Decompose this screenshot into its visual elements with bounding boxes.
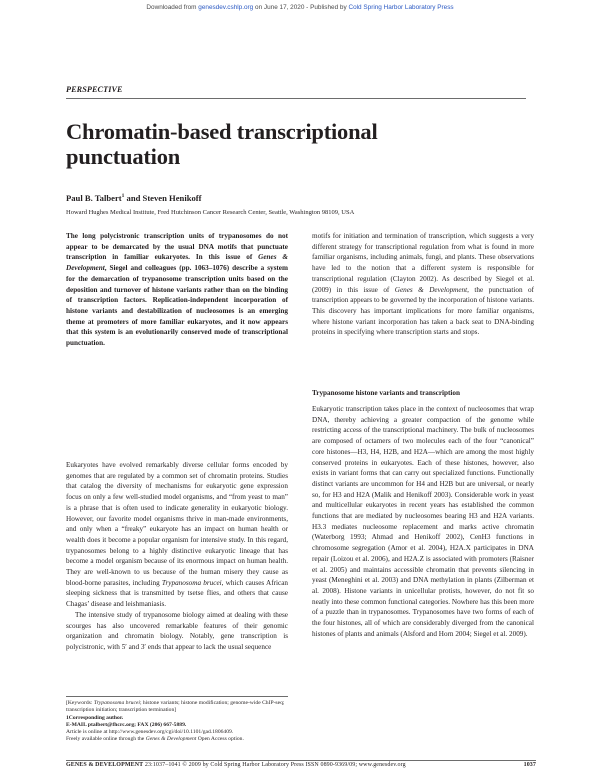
open-access-journal: Genes & Development <box>145 736 197 743</box>
article-online-line[interactable]: Article is online at http://www.genesdev.org/cgi/doi/10.1101/gad.1806409. <box>66 729 234 736</box>
abstract-journal: Genes & Development <box>66 253 288 273</box>
footer-citation: 23:1037–1041 © 2009 by Cold Spring Harbor Laboratory Press ISSN 0890-9369/09; www.genesdev.org <box>143 762 406 768</box>
body-right-top <box>312 231 534 338</box>
open-access-a: Freely available online through the <box>66 736 146 743</box>
footnote-rule <box>66 696 288 697</box>
body-left-p1-text: Eukaryotes have evolved remarkably diverse cellular forms encoded by genomes that are regulated by a common set of chromatin proteins. Studies that catalog the diversity of mechanisms for eukaryotic gene expression focus on only a few well-studied model organisms, and “from yeast to man” is a phrase that is often used to indicate generality in eukaryotic biology. However, our favorite model organisms thrive in man-made environments, and only when a “freaky” eukaryote has an impact on human health or wealth does it become a popular organism for intensive study. In this regard, trypanosomes belong to a highly distinctive eukaryotic lineage that has become a model organism because of its enormous impact on human health. They are well-known to us because of the human misery they cause as blood-borne parasites, including <box>66 461 288 587</box>
author-rest: and Steven Henikoff <box>124 193 202 203</box>
abstract-part-2: , Siegel and colleagues (pp. 1063–1076) describe a system for the demarcation of trypanosome transcription units based on the deposition and turnover of histone variants rather than on the binding of transcription factors. Replication-independent incorporation of histone variants and destabilization of nucleosomes is an emerging theme at promoters of more familiar eukaryotes, and it now appears that this system is an evolutionarily conserved mode of transcriptional punctuation. <box>66 264 288 348</box>
banner-prefix: Downloaded from <box>146 4 199 11</box>
species-name: Trypanosoma brucei <box>161 578 222 587</box>
page-number: 1037 <box>523 762 536 768</box>
body-left-paragraph-2: The intensive study of trypanosome biology aimed at dealing with these scourges has also uncovered remarkable features of their genomic organization and chromatin biology. Notably, gene transcription is polycistronic, with 5′ and 3′ ends that appear to lack the usual sequence <box>66 610 288 651</box>
body-right-top-journal: Genes & Development <box>394 285 468 294</box>
open-access-line <box>66 736 288 743</box>
section-rule <box>66 98 526 99</box>
footer-rule <box>66 760 536 761</box>
banner-site-link[interactable]: genesdev.cshlp.org <box>198 4 254 11</box>
footnote <box>66 700 288 744</box>
abstract-part-1: The long polycistronic transcription units of trypanosomes do not appear to be demarcated by the usual DNA motifs that punctuate transcription in familiar eukaryotes. In this issue of <box>66 232 288 262</box>
download-banner <box>0 4 600 11</box>
body-left-p1b-text: , which causes African sleeping sickness that is transmitted by tsetse flies, and others that cause Chagas’ disease and leishmaniasis. <box>66 578 288 609</box>
footnote-keywords <box>66 700 288 715</box>
email-line: E-MAIL ptalbert@fhcrc.org; FAX (206) 667-5889. <box>66 721 187 728</box>
body-right-top-p1b: , the punctuation of transcription appears to be governed by the incorporation of histone variants. This discovery has important implications for more familiar organisms, where histone variant incorporation has taken a back seat to DNA-binding proteins in specifying where transcription starts and stops. <box>312 285 534 337</box>
body-right-top-p1a: motifs for initiation and termination of transcription, which suggests a very different strategy for transcriptional regulation from what is found in more familiar organisms, including animals, fungi, and plants. These observations have led to the notion that a different system is responsible for transcriptional regulation (Clayton 2002). As described by Siegel et al. (2009) in this issue of <box>312 232 534 294</box>
keywords-rest: ; histone variants; histone modification; genome-wide ChIP-seq; transcription initiation; transcription termination] <box>66 700 285 714</box>
keywords-species: Trypanosoma brucei <box>93 700 140 706</box>
open-access-b: Open Access option. <box>196 736 244 743</box>
body-right-column: Eukaryotic transcription takes place in the context of nucleosomes that wrap DNA, thereby achieving a greater compaction of the genome while restricting access of the transcriptional machinery. The bulk of nucleosomes are composed of octamers of two molecules each of the four “canonical” core histones—H3, H4, H2B, and H2A—which are among the most highly conserved proteins in eukaryotes. Each of these histones, however, also exists in variant forms that can carry out specialized functions. Functionally distinct variants are uncommon for H4 and H2B but are universal, or nearly so, for H3 and H2A (Malik and Henikoff 2003). Considerable work in yeast and multicellular eukaryotes in recent years has established the common functions that are mediated by nucleosomes bearing H3 and H2A variants. H3.3 mediates nucleosome replacement and marks active chromatin (Waterborg 1993; Ahmad and Henikoff 2002), CenH3 functions in chromosome segregation (Amor et al. 2004), H2A.X participates in DNA repair (Loizou et al. 2006), and H2A.Z is associated with promoters (Raisner et al. 2005) and maintains accessible chromatin that prevents silencing in yeast (Meneghini et al. 2003) and DNA methylation in plants (Zilberman et al. 2008). Histone variants in unicellular protists, however, do not fit so neatly into these common functional categories. Nowhere has this been more of a puzzle than in trypanosomes. Trypanosomes have two forms of each of the four histones, all of which are considerably diverged from the canonical histones of plants and animals (Alsford and Horn 2004; Siegel et al. 2009). <box>312 405 534 638</box>
page-footer <box>66 762 536 768</box>
corresponding-author: 1Corresponding author. <box>66 714 124 721</box>
banner-middle: on June 17, 2020 - Published by <box>253 4 349 11</box>
keywords-label: [Keywords: <box>66 700 94 706</box>
author-first-sup: 1 <box>121 193 125 200</box>
abstract <box>66 231 288 349</box>
section-label: PERSPECTIVE <box>66 85 123 94</box>
section-heading: Trypanosome histone variants and transcription <box>312 389 461 397</box>
body-left-paragraph-1 <box>66 460 288 610</box>
affiliation: Howard Hughes Medical Institute, Fred Hutchinson Cancer Research Center, Seattle, Washington 98109, USA <box>66 209 355 216</box>
body-left-column <box>66 460 288 653</box>
author-line <box>66 193 202 203</box>
banner-publisher-link[interactable]: Cold Spring Harbor Laboratory Press <box>348 4 454 11</box>
article-title: Chromatin-based transcriptional punctuation <box>66 119 378 169</box>
author-first: Paul B. Talbert <box>66 193 122 203</box>
footer-journal: GENES & DEVELOPMENT <box>66 762 144 768</box>
